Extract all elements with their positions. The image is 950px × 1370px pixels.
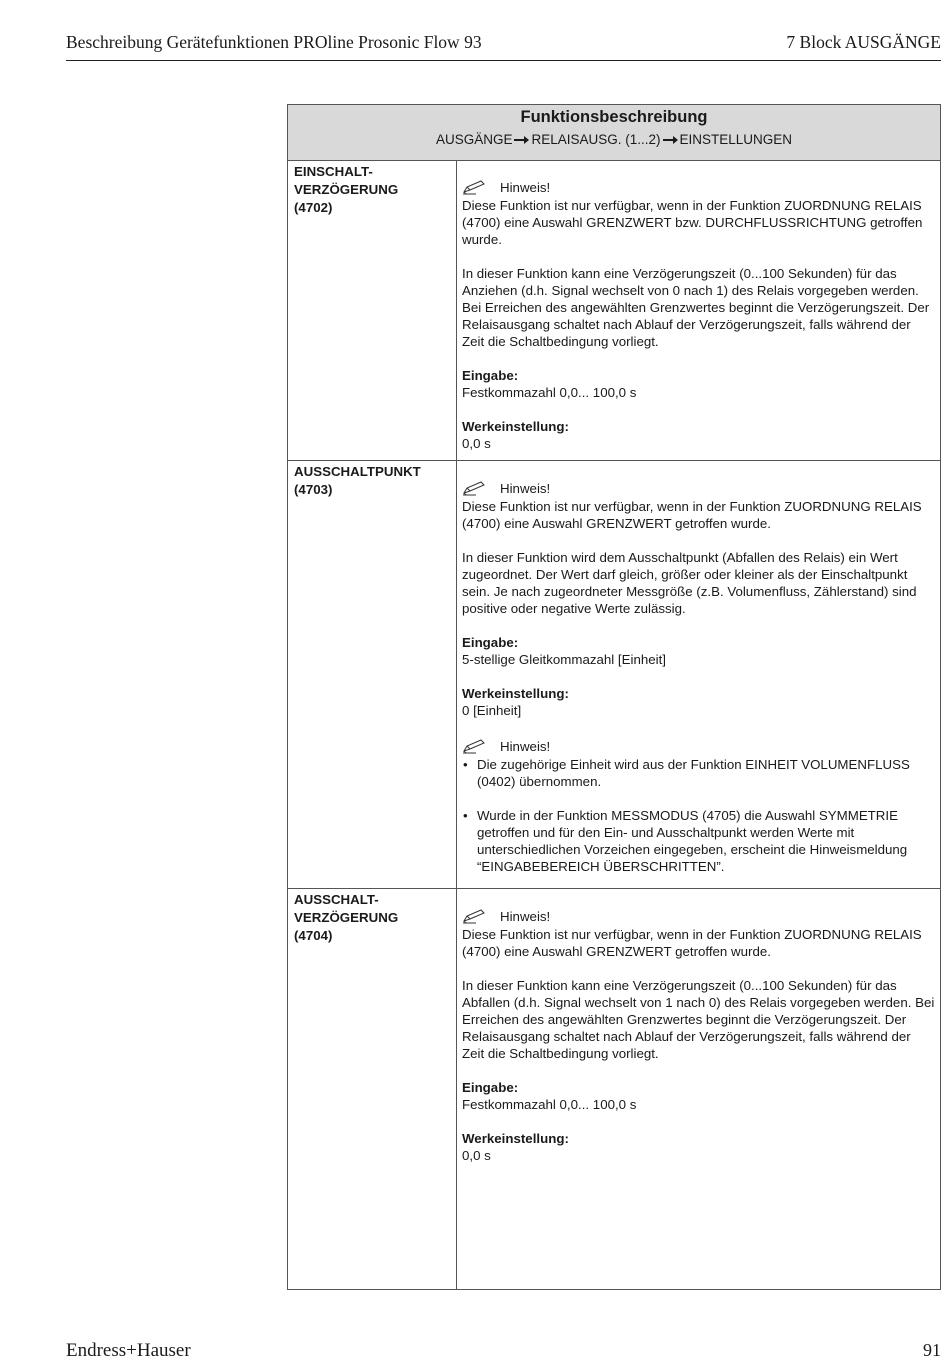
arrow-right-icon (514, 136, 529, 144)
function-body-text: In dieser Funktion kann eine Verzögerungszeit (0...100 Sekunden) für das Anziehen (d.h. Signal wechselt von 0 nach 1) des Relais vorgegeben werden. Bei Erreichen des angewählten Grenzwertes beginnt die Verzögerungszeit. Der Relaisausgang schaltet nach Ablauf der Verzögerungszeit, falls während der Zeit die Schaltbedingung vorliegt. (462, 266, 930, 349)
note-heading (462, 478, 936, 498)
note-heading (462, 736, 936, 756)
row-divider (288, 888, 940, 889)
availability-note: Diese Funktion ist nur verfügbar, wenn in der Funktion ZUORDNUNG RELAIS (4700) eine Auswahl GRENZWERT getroffen wurde. (462, 927, 922, 959)
menu-path (288, 132, 940, 147)
availability-note: Diese Funktion ist nur verfügbar, wenn in der Funktion ZUORDNUNG RELAIS (4700) eine Auswahl GRENZWERT bzw. DURCHFLUSSRICHTUNG getroffen wurde. (462, 198, 923, 247)
default-value: 0 [Einheit] (462, 703, 522, 718)
default-label: Werkeinstellung: (462, 419, 569, 434)
note-label: Hinweis! (500, 738, 551, 754)
input-label: Eingabe: (462, 1080, 519, 1095)
table-title: Funktionsbeschreibung (520, 108, 708, 126)
function-body-text: In dieser Funktion wird dem Ausschaltpunkt (Abfallen des Relais) ein Wert zugeordnet. Der Wert darf gleich, größer oder kleiner als der Einschaltpunkt sein. Je nach zugeordneter Messgröße (z.B. Volumenfluss, Zählerstand) sind positive oder negative Werte zulässig. (462, 550, 917, 616)
column-divider (456, 161, 457, 1289)
note-heading (462, 177, 936, 197)
function-description-4704 (462, 900, 936, 1164)
default-value: 0,0 s (462, 1148, 491, 1163)
function-label-line: AUSSCHALTPUNKT (294, 464, 421, 479)
header-chapter: 7 Block AUSGÄNGE (786, 32, 941, 52)
pencil-note-icon (462, 480, 488, 496)
function-label-line: VERZÖGERUNG (294, 910, 399, 925)
brand-logo-text: Endress+Hauser (66, 1340, 191, 1361)
page-header (66, 30, 941, 61)
note-label: Hinweis! (500, 480, 551, 496)
function-body-text: In dieser Funktion kann eine Verzögerungszeit (0...100 Sekunden) für das Abfallen (d.h. Signal wechselt von 1 nach 0) des Relais vorgegeben werden. Bei Erreichen des angewählten Grenzwertes beginnt die Verzögerungszeit. Der Relaisausgang schaltet nach Ablauf der Verzögerungszeit, falls während der Zeit die Schaltbedingung vorliegt. (462, 978, 935, 1061)
input-label: Eingabe: (462, 368, 519, 383)
input-value: Festkommazahl 0,0... 100,0 s (462, 385, 637, 400)
function-label-line: EINSCHALT- (294, 164, 373, 179)
function-label-4702 (294, 163, 444, 217)
function-description-4702 (462, 171, 936, 452)
function-table (287, 104, 941, 1290)
note-bullet-list (462, 756, 936, 875)
row-divider (288, 460, 940, 461)
function-description-4703 (462, 472, 936, 875)
function-label-line: AUSSCHALT- (294, 892, 379, 907)
input-value: Festkommazahl 0,0... 100,0 s (462, 1097, 637, 1112)
function-label-line: (4702) (294, 200, 333, 215)
menu-path-level-3: EINSTELLUNGEN (679, 132, 793, 147)
list-item: • Wurde in der Funktion MESSMODUS (4705) die Auswahl SYMMETRIE getroffen und für den Ein- und Ausschaltpunkt werden Werte mit unterschiedlichen Vorzeichen eingegeben, erscheint die Hinweismeldung “EINGABEBEREICH ÜBERSCHRITTEN”. (462, 807, 936, 875)
default-value: 0,0 s (462, 436, 491, 451)
function-label-4704 (294, 891, 444, 945)
input-label: Eingabe: (462, 635, 519, 650)
arrow-right-icon (663, 136, 678, 144)
pencil-note-icon (462, 179, 488, 195)
menu-path-level-1: AUSGÄNGE (435, 132, 513, 147)
function-label-4703 (294, 463, 444, 499)
default-label: Werkeinstellung: (462, 1131, 569, 1146)
page-number: 91 (923, 1340, 941, 1360)
note-label: Hinweis! (500, 908, 551, 924)
table-header (288, 105, 940, 161)
pencil-note-icon (462, 908, 488, 924)
function-label-line: VERZÖGERUNG (294, 182, 399, 197)
menu-path-level-2: RELAISAUSG. (1...2) (531, 132, 661, 147)
function-label-line: (4703) (294, 482, 333, 497)
input-value: 5-stellige Gleitkommazahl [Einheit] (462, 652, 666, 667)
header-document-title: Beschreibung Gerätefunktionen PROline Prosonic Flow 93 (66, 32, 482, 52)
default-label: Werkeinstellung: (462, 686, 569, 701)
availability-note: Diese Funktion ist nur verfügbar, wenn in der Funktion ZUORDNUNG RELAIS (4700) eine Auswahl GRENZWERT getroffen wurde. (462, 499, 922, 531)
function-label-line: (4704) (294, 928, 333, 943)
pencil-note-icon (462, 738, 488, 754)
list-item: • Die zugehörige Einheit wird aus der Funktion EINHEIT VOLUMENFLUSS (0402) übernommen. (462, 756, 936, 790)
note-heading (462, 906, 936, 926)
note-label: Hinweis! (500, 179, 551, 195)
